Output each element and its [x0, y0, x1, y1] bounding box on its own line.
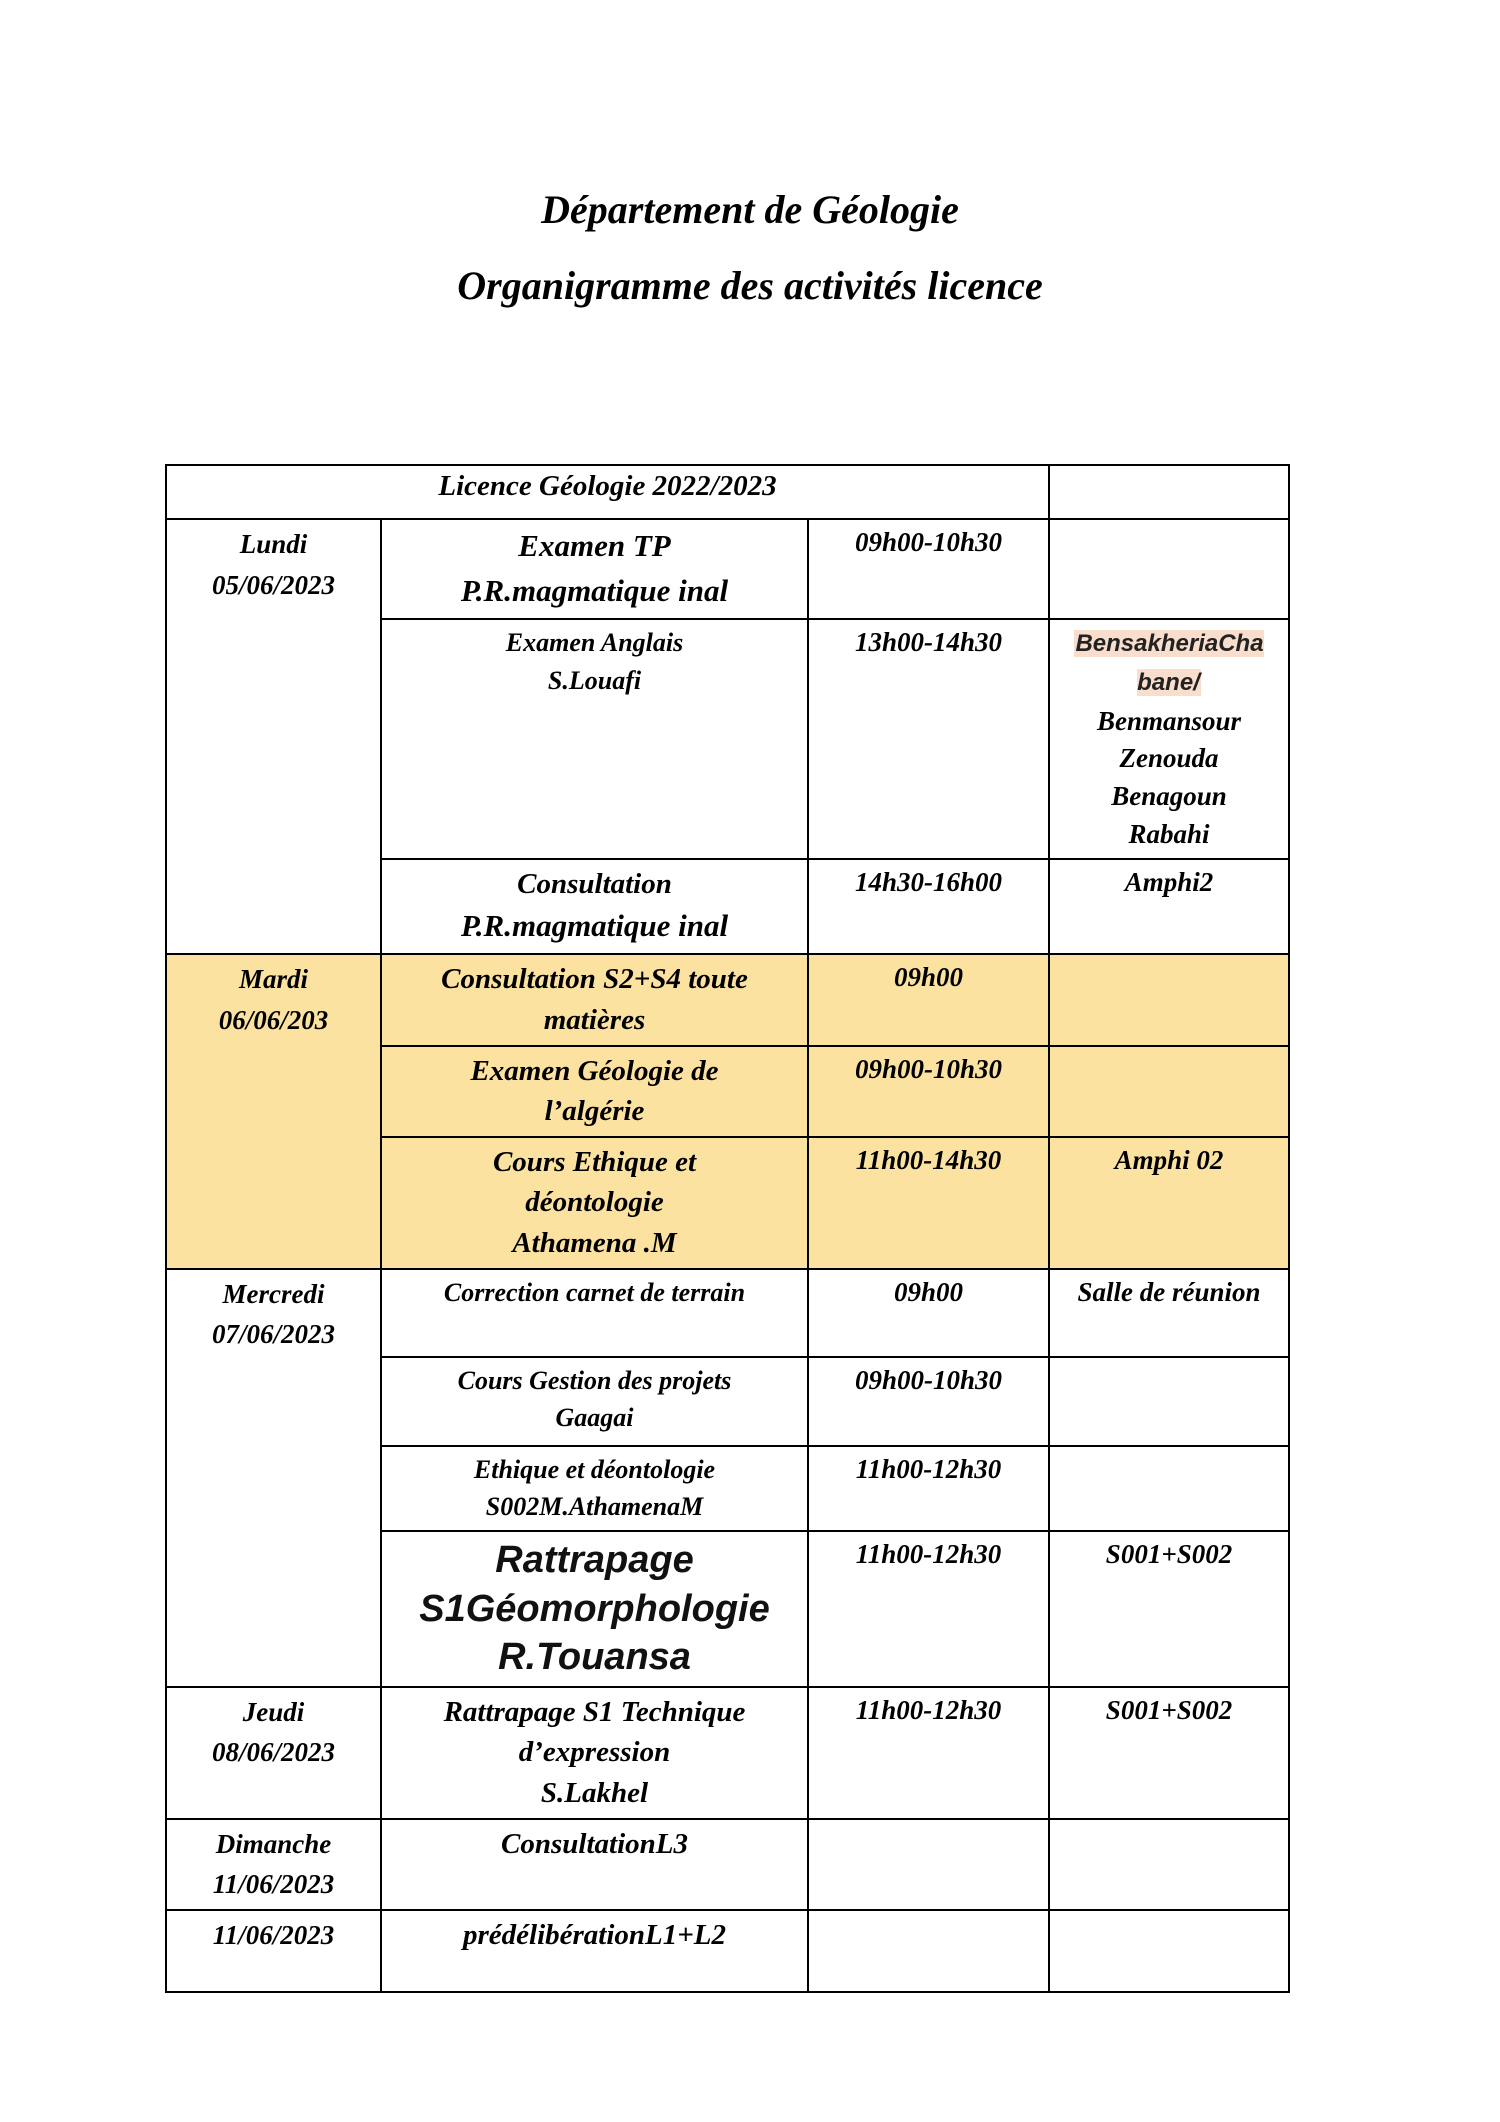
time-value: 11h00-12h30	[855, 1694, 1002, 1725]
day-cell-dimanche	[166, 1819, 381, 1910]
activity-line: P.R.magmatique inal	[460, 572, 729, 608]
day-cell-jeudi	[166, 1687, 381, 1819]
header-row	[166, 465, 1289, 519]
activity-cell-ethique	[381, 1446, 808, 1531]
location-value: S001+S002	[1105, 1694, 1233, 1725]
activity-line: S1Géomorphologie	[419, 1587, 770, 1630]
time-cell	[808, 519, 1049, 619]
activity-line: l’algérie	[544, 1095, 645, 1128]
time-value: 09h00-10h30	[854, 1364, 1003, 1395]
time-cell-empty	[808, 1910, 1049, 1992]
supervisor-highlighted	[1069, 624, 1269, 703]
supervisor-name: Benagoun	[1111, 781, 1227, 812]
location-cell	[1049, 1687, 1289, 1819]
location-cell-empty	[1049, 1446, 1289, 1531]
time-value: 11h00-12h30	[855, 1538, 1002, 1569]
time-value: 09h00-10h30	[854, 527, 1003, 557]
day-name: Mercredi	[222, 1278, 325, 1309]
supervisor-name: Zenouda	[1119, 743, 1219, 774]
activity-cell-cours-gestion	[381, 1357, 808, 1446]
activity-cell-exam-tp	[381, 519, 808, 619]
location-cell	[1049, 1137, 1289, 1269]
time-cell	[808, 1269, 1049, 1357]
day-cell-mercredi	[166, 1269, 381, 1687]
location-cell	[1049, 1531, 1289, 1687]
time-value: 09h00	[893, 962, 964, 993]
activity-line: Consultation	[517, 867, 672, 900]
row-mardi-consultation-s2s4	[166, 954, 1289, 1045]
activity-line: S.Louafi	[547, 665, 642, 695]
activity-line: Cours Gestion des projets	[457, 1365, 732, 1395]
day-date: 11/06/2023	[212, 1869, 335, 1900]
time-cell	[808, 1687, 1049, 1819]
activity-cell-predeliberation	[381, 1910, 808, 1992]
row-dimanche-consultation-l3	[166, 1819, 1289, 1910]
time-cell	[808, 1357, 1049, 1446]
day-cell-mardi	[166, 954, 381, 1268]
day-name: Lundi	[239, 529, 308, 559]
time-value: 09h00-10h30	[854, 1053, 1003, 1084]
activity-line: Rattrapage S1 Technique	[443, 1695, 746, 1728]
activity-line: Examen Anglais	[505, 627, 684, 657]
activity-line: Examen Géologie de	[470, 1054, 719, 1087]
activity-line: d’expression	[518, 1736, 671, 1769]
location-cell-empty	[1049, 1910, 1289, 1992]
activity-cell-correction-carnet	[381, 1269, 808, 1357]
location-cell-empty	[1049, 519, 1289, 619]
activity-cell-rattrapage-geomorphologie	[381, 1531, 808, 1687]
row-predeliberation	[166, 1910, 1289, 1992]
time-cell	[808, 1446, 1049, 1531]
activity-line: Rattrapage	[495, 1538, 694, 1581]
time-value: 11h00-12h30	[855, 1453, 1002, 1484]
activity-line: S002M.AthamenaM	[485, 1492, 704, 1522]
activity-line: Athamena .M	[512, 1226, 677, 1259]
activity-line: prédélibérationL1+L2	[463, 1918, 726, 1951]
supervisors-list	[1069, 624, 1269, 854]
highlighted-name: BensakheriaChabane/	[1075, 629, 1264, 697]
time-value: 14h30-16h00	[854, 866, 1003, 897]
activity-cell-cours-ethique	[381, 1137, 808, 1269]
day-name: Jeudi	[242, 1696, 305, 1727]
day-name: Mardi	[238, 964, 309, 995]
day-date: 06/06/203	[218, 1004, 329, 1035]
day-date: 11/06/2023	[212, 1919, 335, 1950]
location-cell-empty	[1049, 1357, 1289, 1446]
row-lundi-exam-tp	[166, 519, 1289, 619]
location-cell-empty	[1049, 954, 1289, 1045]
activity-cell-consultation-s2s4	[381, 954, 808, 1045]
activity-line: Correction carnet de terrain	[443, 1277, 746, 1307]
day-cell-lundi	[166, 519, 381, 954]
activity-cell-exam-geologie	[381, 1046, 808, 1137]
location-value: Salle de réunion	[1077, 1276, 1261, 1307]
activity-line: Ethique et déontologie	[473, 1454, 716, 1484]
supervisor-name: Benmansour	[1096, 705, 1242, 736]
activity-line: déontologie	[525, 1186, 664, 1219]
activity-line: P.R.magmatique inal	[460, 908, 729, 944]
day-date: 05/06/2023	[211, 569, 335, 600]
row-mercredi-correction-carnet	[166, 1269, 1289, 1357]
activity-cell-consultation	[381, 859, 808, 955]
document-title: Département de Géologie	[541, 187, 959, 232]
activity-line: Consultation S2+S4 toute	[441, 963, 748, 996]
activity-line: ConsultationL3	[501, 1827, 688, 1860]
time-value: 13h00-14h30	[854, 626, 1003, 657]
time-value: 09h00	[893, 1276, 964, 1307]
schedule-table	[165, 464, 1290, 1993]
activity-cell-rattrapage-technique	[381, 1687, 808, 1819]
activity-line: Cours Ethique et	[492, 1145, 697, 1178]
time-cell	[808, 954, 1049, 1045]
time-cell	[808, 1137, 1049, 1269]
supervisors-cell	[1049, 619, 1289, 859]
header-empty-cell	[1049, 465, 1289, 519]
day-name: Dimanche	[215, 1828, 332, 1859]
time-cell	[808, 1046, 1049, 1137]
location-value: Amphi2	[1124, 866, 1214, 897]
row-jeudi-rattrapage-technique	[166, 1687, 1289, 1819]
document-subtitle: Organigramme des activités licence	[457, 263, 1043, 308]
activity-line: matières	[543, 1004, 646, 1036]
location-cell-empty	[1049, 1819, 1289, 1910]
activity-cell-consultation-l3	[381, 1819, 808, 1910]
location-value: S001+S002	[1105, 1538, 1233, 1569]
table-title-cell	[166, 465, 1049, 519]
location-value: Amphi 02	[1114, 1144, 1224, 1175]
activity-cell-exam-anglais	[381, 619, 808, 859]
day-date: 07/06/2023	[211, 1319, 335, 1350]
time-cell	[808, 1531, 1049, 1687]
location-cell	[1049, 859, 1289, 955]
activity-line: Gaagai	[555, 1403, 634, 1433]
location-cell	[1049, 1269, 1289, 1357]
day-cell-predeliberation	[166, 1910, 381, 1992]
day-date: 08/06/2023	[211, 1737, 335, 1768]
location-cell-empty	[1049, 1046, 1289, 1137]
supervisor-name: Rabahi	[1128, 819, 1210, 850]
activity-line: S.Lakhel	[540, 1777, 649, 1809]
time-cell	[808, 619, 1049, 859]
time-cell-empty	[808, 1819, 1049, 1910]
table-title: Licence Géologie 2022/2023	[438, 470, 777, 502]
activity-line: R.Touansa	[498, 1636, 691, 1679]
activity-line: Examen TP	[518, 528, 671, 563]
time-cell	[808, 859, 1049, 955]
time-value: 11h00-14h30	[855, 1144, 1002, 1175]
